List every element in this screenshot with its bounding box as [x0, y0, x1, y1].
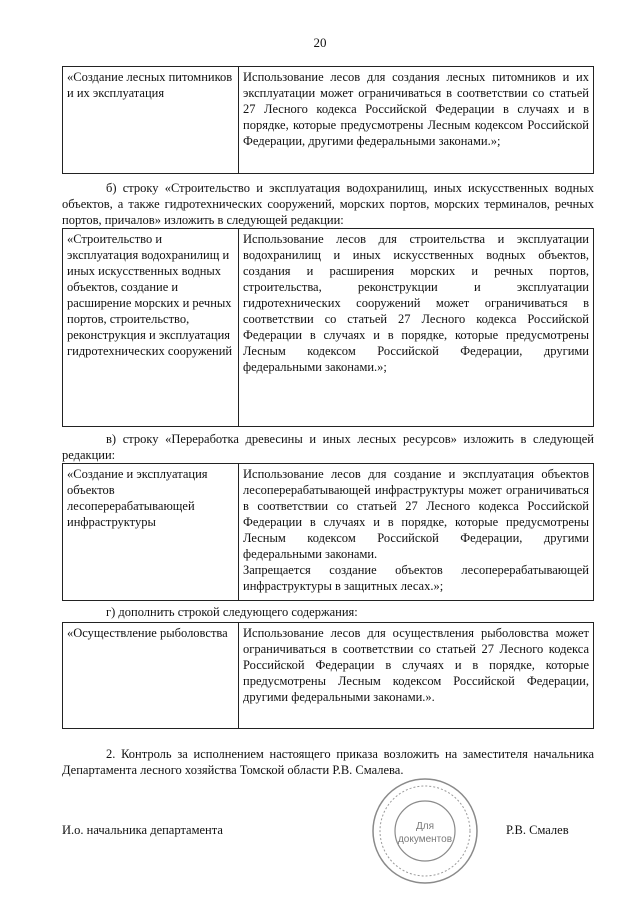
stamp-text-line1: Для [415, 821, 435, 832]
table-cell-activity: «Строительство и эксплуатация водохранилищ и иных искусственных водных объектов, создание и расширение морских и речных портов, строительство, реконструкция и эксплуатация гидротехнических сооружений [63, 229, 239, 427]
table-cell-restriction: Использование лесов для создания лесных питомников и их эксплуатации может ограничиваться в соответствии со статьей 27 Лесного кодекса Российской Федерации в случаях и в порядке, которые предусмотрены Лесным кодексом Российской Федерации, другими федеральными законами.»; [239, 67, 594, 174]
paragraph-b: б) строку «Строительство и эксплуатация водохранилищ, иных искусственных водных объектов, а также гидротехнических сооружений, морских портов, морских терминалов, речных портов, причалов» изложить в следующей редакции: [62, 181, 594, 227]
table-cell-activity: «Создание и эксплуатация объектов лесоперерабатывающей инфраструктуры [63, 464, 239, 601]
paragraph-v: в) строку «Переработка древесины и иных лесных ресурсов» изложить в следующей редакции: [62, 432, 594, 462]
table-cell-activity: «Осуществление рыболовства [63, 623, 239, 729]
signatory-position: И.о. начальника департамента [62, 823, 223, 837]
paragraph-g: г) дополнить строкой следующего содержания: [106, 605, 358, 619]
table-cell-restriction [239, 464, 594, 601]
table-fishing [62, 622, 594, 729]
official-stamp [370, 776, 480, 886]
table-wood-processing [62, 463, 594, 601]
prohibition-text: Запрещается создание объектов лесоперерабатывающей инфраструктуры в защитных лесах.»; [243, 563, 589, 593]
table-cell-restriction: Использование лесов для осуществления рыболовства может ограничиваться в соответствии со статьей 27 Лесного кодекса Российской Федерации в случаях и в порядке, которые предусмотрены Лесным кодексом Российской Федерации, другими федеральными законами.». [239, 623, 594, 729]
signatory-name: Р.В. Смалев [506, 823, 569, 837]
page-number: 20 [313, 35, 327, 50]
table-reservoirs [62, 228, 594, 427]
table-cell-restriction: Использование лесов для строительства и эксплуатации водохранилищ и иных искусственных водных объектов, создания и расширения морских и речных портов, строительства, реконструкции и эксплуатации гидротехнических сооружений может ограничиваться в соответствии со статьей 27 Лесного кодекса Российской Федерации в случаях и в порядке, которые предусмотрены Лесным кодексом Российской Федерации, другими федеральными законами.»; [239, 229, 594, 427]
restriction-text: Использование лесов для создание и эксплуатация объектов лесоперерабатывающей инфраструктуры может ограничиваться в соответствии со статьей 27 Лесного кодекса Российской Федерации в случаях и в порядке, которые предусмотрены Лесным кодексом Российской Федерации, другими федеральными законами. [243, 467, 589, 561]
table-forest-nurseries [62, 66, 594, 174]
stamp-text-line2: документов [397, 834, 453, 845]
paragraph-2: 2. Контроль за исполнением настоящего приказа возложить на заместителя начальника Департамента лесного хозяйства Томской области Р.В. Смалева. [62, 747, 594, 777]
table-cell-activity: «Создание лесных питомников и их эксплуатация [63, 67, 239, 174]
